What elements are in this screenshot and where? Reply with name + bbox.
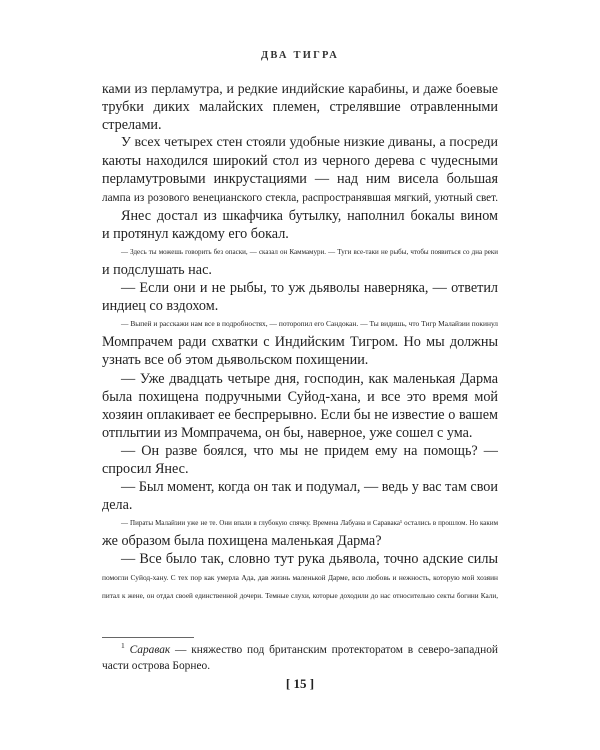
text-line: Момпрачем ради схватки с Индийским Тигром. Но мы должны (102, 334, 498, 351)
footnote-marker: 1 (121, 641, 125, 651)
text-line: узнать все об этом дьявольском похищении. (102, 352, 369, 369)
text-line: хозяин оплакивает ее беспрерывно. Если бы не известие о вашем (102, 406, 498, 423)
text-line: — Он разве боялся, что мы не придем ему на помощь? — (121, 442, 498, 459)
text-line: — Был момент, когда он так и подумал, — ведь у вас там свои (121, 479, 498, 496)
footnote-rule (102, 637, 194, 638)
footnote-term: Саравак (129, 644, 171, 656)
text-line: перламутровыми инкрустациями — над ним висела большая (102, 171, 498, 188)
footnote-line: части острова Борнео. (102, 660, 211, 672)
text-line: спросил Янес. (102, 460, 189, 477)
text-line: — Если они и не рыбы, то уж дьяволы наверняка, — ответил (121, 280, 498, 297)
text-line: ками из перламутра, и редкие индийские карабины, и даже боевые (102, 81, 498, 96)
text-line: лампа из розового венецианского стекла, распространявшая мягкий, уютный свет. (102, 191, 498, 204)
text-line: индиец со вздохом. (102, 298, 219, 315)
text-line: была похищена подручными Суйод-хана, и все это время мой (102, 388, 498, 405)
text-line: питал к жене, он отдал своей единственной дочери. Темные слухи, которые доходили до нас относительно секты богини Кали, (102, 591, 498, 600)
text-line: помогли Суйод-хану. С тех пор как умерла Ада, дав жизнь маленькой Дарме, всю любовь и нежность, которую мой хозяин (102, 572, 498, 582)
text-line: отплытии из Момпрачема, он бы, наверное, уже сошел с ума. (102, 424, 473, 441)
page-number: [ 15 ] (285, 676, 315, 691)
text-line: У всех четырех стен стояли удобные низкие диваны, а посреди (121, 135, 498, 151)
text-line: — Здесь ты можешь говорить без опаски, — сказал он Каммамури. — Туги все-таки не рыбы, чтобы появиться со дна реки (121, 247, 498, 256)
running-head: ДВА ТИГРА (260, 50, 340, 61)
text-line: Янес достал из шкафчика бутылку, наполнил бокалы вином (121, 207, 498, 224)
footnote-line (102, 642, 498, 658)
text-line: дела. (102, 497, 133, 514)
footnote-text: — княжество под британским протекторатом в северо-западной (170, 644, 498, 656)
text-line: стрелами. (102, 117, 162, 134)
text-line: — Выпей и расскажи нам все в подробностях, — поторопил его Сандокан. — Ты видишь, что Тигр Малайзии покинул (121, 319, 498, 329)
text-line: — Уже двадцать четыре дня, господин, как маленькая Дарма (121, 370, 498, 387)
footnote (102, 642, 498, 674)
text-line: же образом была похищена маленькая Дарма? (102, 533, 382, 550)
text-line: — Пираты Малайзии уже не те. Они впали в глубокую спячку. Времена Лабуана и Саравака¹ остались в прошлом. Но каким (121, 519, 498, 528)
text-line: и подслушать нас. (102, 261, 212, 278)
text-line: каюты находился широкий стол из черного дерева с чудесными (102, 153, 498, 170)
body-text (102, 80, 498, 605)
text-line: — Все было так, словно тут рука дьявола, точно адские силы (121, 551, 498, 568)
text-line: трубки диких малайских племен, стрелявшие отравленными (102, 99, 498, 116)
text-line: и протянул каждому его бокал. (102, 225, 289, 242)
